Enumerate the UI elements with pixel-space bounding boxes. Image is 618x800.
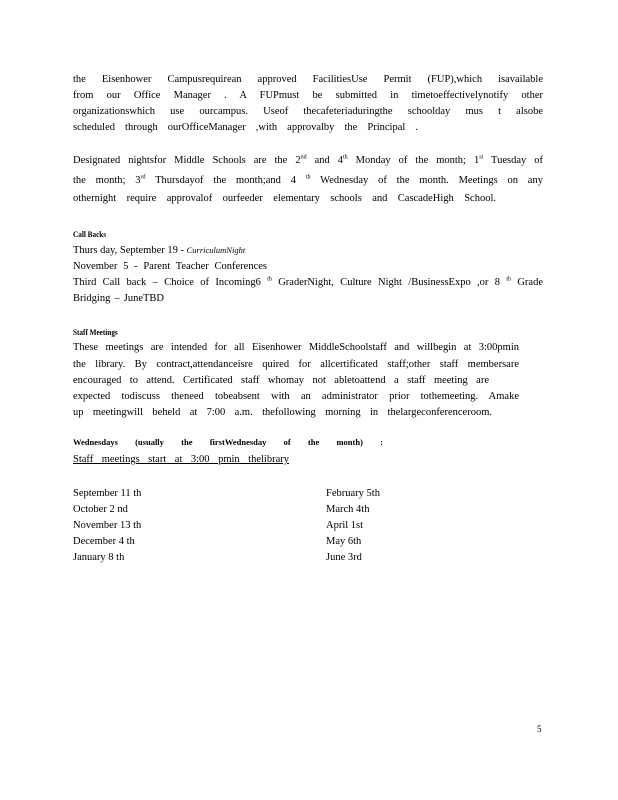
date-item: October 2 nd bbox=[73, 504, 128, 515]
date-item: December 4 th bbox=[73, 536, 135, 547]
call-backs-line: November 5 - Parent Teacher Conferences bbox=[73, 261, 267, 272]
date-item: September 11 th bbox=[73, 488, 142, 499]
paragraph1-line: scheduled through ourOfficeManager ,with approvalby the Principal . bbox=[73, 122, 418, 133]
call-backs-line: Thurs day, September 19 - CurriculumNight bbox=[73, 245, 246, 256]
paragraph1-line: from our Office Manager . A FUPmust be submitted in timetoeffectivelynotify other bbox=[73, 90, 543, 101]
date-item: April 1st bbox=[326, 520, 364, 531]
staff-meetings-line: expected todiscuss theneed tobeabsent with an administrator prior tothemeeting. Amake bbox=[73, 391, 519, 402]
paragraph2-line: Designated nightsfor Middle Schools are the 2nd and 4th Monday of the month; 1st Tuesday of bbox=[73, 154, 543, 166]
staff-meetings-line: These meetings are intended for all Eisenhower MiddleSchoolstaff and willbegin at 3:00pmin bbox=[73, 342, 519, 353]
dates-right-column bbox=[326, 486, 380, 566]
staff-meetings-heading: Staff Meetings bbox=[73, 327, 118, 337]
dates-left-column bbox=[73, 486, 141, 566]
paragraph1-line: the Eisenhower Campusrequirean approved FacilitiesUse Permit (FUP),which isavailable bbox=[73, 74, 543, 85]
wednesdays-heading: Wednesdays (usually the firstWednesday of the month) : bbox=[73, 437, 383, 447]
date-item: March 4th bbox=[326, 504, 370, 515]
call-backs-line: Bridging – JuneTBD bbox=[73, 293, 164, 304]
date-item: June 3rd bbox=[326, 552, 362, 563]
staff-meetings-line: encouraged to attend. Certificated staff whomay not abletoattend a staff meeting are bbox=[73, 375, 489, 386]
call-backs-line: Third Call back – Choice of Incoming6 $^{th}$ GraderNight, Culture Night /BusinessExpo ,or 8 $^{th}$ Grade bbox=[73, 276, 543, 288]
staff-meetings-line: the library. By contract,attendanceisre quired for allcertificated staff;other staff membersare bbox=[73, 359, 519, 370]
page-number: 5 bbox=[537, 724, 542, 734]
date-item: February 5th bbox=[326, 488, 380, 499]
date-item: November 13 th bbox=[73, 520, 142, 531]
date-item: May 6th bbox=[326, 536, 362, 547]
paragraph2-line: othernight require approvalof ourfeeder elementary schools and CascadeHigh School. bbox=[73, 193, 496, 204]
wednesdays-subheading: Staff meetings start at 3:00 pmin thelibrary bbox=[73, 454, 289, 465]
date-item: January 8 th bbox=[73, 552, 125, 563]
paragraph2-line: the month; 3rd Thursdayof the month;and 4 $^{th}$ Wednesday of the month. Meetings on any bbox=[73, 174, 543, 186]
staff-meetings-line: up meetingwill beheld at 7:00 a.m. thefollowing morning in thelargeconferenceroom. bbox=[73, 407, 492, 418]
call-backs-heading: Call Backs bbox=[73, 229, 107, 239]
paragraph1-line: organizationswhich use ourcampus. Useof thecafeteriaduringthe schoolday mus t alsobe bbox=[73, 106, 543, 117]
